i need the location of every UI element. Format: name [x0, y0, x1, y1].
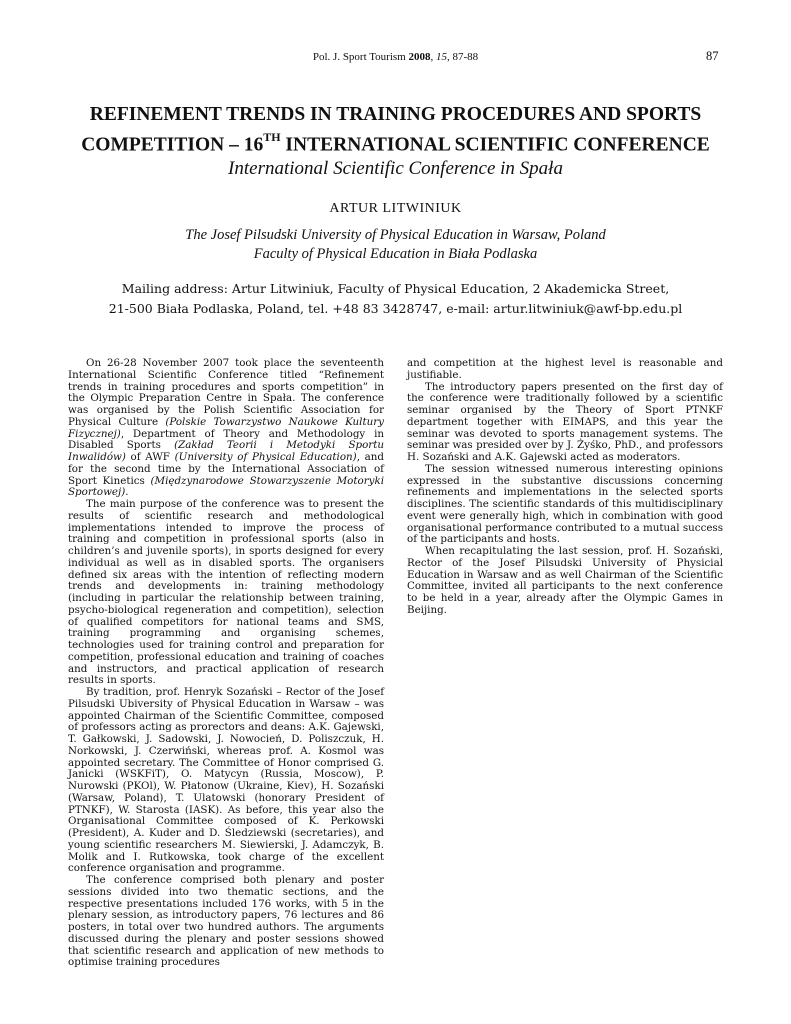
journal-pages: 87-88 [452, 51, 479, 63]
title-part-1: REFINEMENT TRENDS IN TRAINING PROCEDURES AND SPORTS COMPETITION – 16 [81, 104, 702, 156]
p1-italic-2: (Zakład Teorii i Metodyki Sportu Inwalidów) [68, 439, 384, 463]
left-column [68, 358, 384, 969]
p1-italic-3: (University of Physical Education) [174, 451, 357, 463]
journal-name: Pol. J. Sport Tourism [312, 51, 406, 63]
paragraph-1 [68, 358, 384, 499]
paragraph-4-continued: and competition at the highest level is reasonable and justifiable. [407, 357, 723, 381]
title-part-2: INTERNATIONAL SCIENTIFIC CONFERENCE [280, 134, 710, 156]
p1-italic-4: (Międzynarodowe Stowarzyszenie Motoryki Sportowej) [68, 474, 384, 499]
author-name: ARTUR LITWINIUK [329, 201, 462, 216]
paragraph-7: When recapitulating the last session, prof. H. Sozański, Rector of the Josef Pilsudski University of Physicial Education in Warsaw and as well Chairman of the Scientific Committee, invited all participants to the next conference to be held in a year, already after the Olympic Games in Beijing. [407, 545, 723, 616]
p1-text-3: of AWF [125, 451, 175, 463]
p1-text-5: . [125, 486, 129, 499]
affiliation [0, 226, 791, 264]
mailing-line-1: Mailing address: Artur Litwiniuk, Faculty of Physical Education, 2 Akademicka Street, [121, 281, 670, 296]
affiliation-line-2: Faculty of Physical Education in Biała Podlaska [253, 246, 538, 262]
journal-volume: 15 [435, 51, 447, 63]
paragraph-6: The session witnessed numerous interesting opinions expressed in the substantive discussions concerning refinements and implementations in the selected sports disciplines. The scientific standards of this multidisciplinary event were generally high, which in combination with good organisational performance contributed to a mutual success of the participants and hosts. [407, 462, 723, 546]
affiliation-line-1: The Josef Pilsudski University of Physical Education in Warsaw, Poland [185, 227, 606, 243]
journal-year: 2008 [408, 51, 431, 63]
article-subtitle: International Scientific Conference in Spała [228, 158, 563, 179]
p1-text-2: , Department of Theory and Methodology in Disabled Sports [68, 427, 384, 452]
paragraph-3: By tradition, prof. Henryk Sozański – Rector of the Josef Pilsudski Ubiversity of Physical Education in Warsaw – was appointed Chairman of the Scientific Committee, composed of professors acting as prorectors and deans: A.K. Gajewski, T. Gałkowski, J. Sadowski, J. Nowocień, D. Poliszczuk, H. Norkowski, J. Czerwiński, whereas prof. A. Kosmol was appointed secretary. The Committee of Honor comprised G. Janicki (WSKFiT), O. Matycyn (Russia, Moscow), P. Nurowski (PKOl), W. Płatonow (Ukraine, Kiev), H. Sozański (Warsaw, Poland), T. Ulatowski (honorary President of PTNKF), W. Starosta (IASK). As before, this year also the Organisational Committee composed of K. Perkowski (President), A. Kuder and D. Śledziewski (secretaries), and young scientific researchers M. Siewierski, J. Adamczyk, B. Molik and I. Rutkowska, took charge of the excellent conference organisation and programme. [68, 686, 384, 875]
page-number: 87 [706, 49, 719, 63]
article-title [60, 102, 731, 158]
p1-text-1: On 26-28 November 2007 took place the seventeenth International Scientific Conference titled “Refinement trends in training procedures and sports competition” in the Olympic Preparation Centre in Spała. The conference was organised by the Polish Scientific Association for Physical Culture [68, 357, 384, 428]
right-column [407, 358, 723, 617]
running-header: Pol. J. Sport Tourism 2008, 15, 87-88 [312, 51, 479, 63]
title-superscript: TH [263, 130, 281, 144]
paragraph-2: The main purpose of the conference was to present the results of scientific research and methodological implementations intended to improve the process of training and competition in professional sports (also in children’s and juvenile sports), in sports designed for every individual as well as in disabled sports. The organisers defined six areas with the intention of reflecting modern trends and developments in: training methodology (including in particular the relationship between training, psycho-biological regeneration and competition), selection of qualified competitors for national teams and SMS, training programming and organising schemes, technologies used for training control and preparation for competition, professional education and training of coaches and instructors, and practical application of research results in sports. [68, 498, 384, 687]
mailing-line-2: 21-500 Biała Podlaska, Poland, tel. +48 83 3428747, e-mail: artur.litwiniuk@awf-bp.edu.pl [108, 301, 683, 316]
p1-italic-1: (Polskie Towarzystwo Naukowe Kultury Fizycznej) [68, 415, 384, 440]
p1-text-4: , and for the second time by the International Association of Sport Kinetics [68, 451, 384, 487]
paragraph-4: The conference comprised both plenary and poster sessions divided into two thematic sections, and the respective presentations included 176 works, with 5 in the plenary session, as introductory papers, 76 lectures and 86 posters, in total over two hundred authors. The arguments discussed during the plenary and poster sessions showed that scientific research and application of new methods to optimise training procedures [68, 874, 384, 969]
paragraph-5: The introductory papers presented on the first day of the conference were traditionally followed by a scientific seminar organised by the Theory of Sport PTNKF department together with EIMAPS, and this year the seminar was devoted to sports management systems. The seminar was presided over by J. Żyśko, PhD., and professors H. Sozański and A.K. Gajewski acted as moderators. [407, 380, 723, 463]
mailing-address [0, 279, 791, 319]
